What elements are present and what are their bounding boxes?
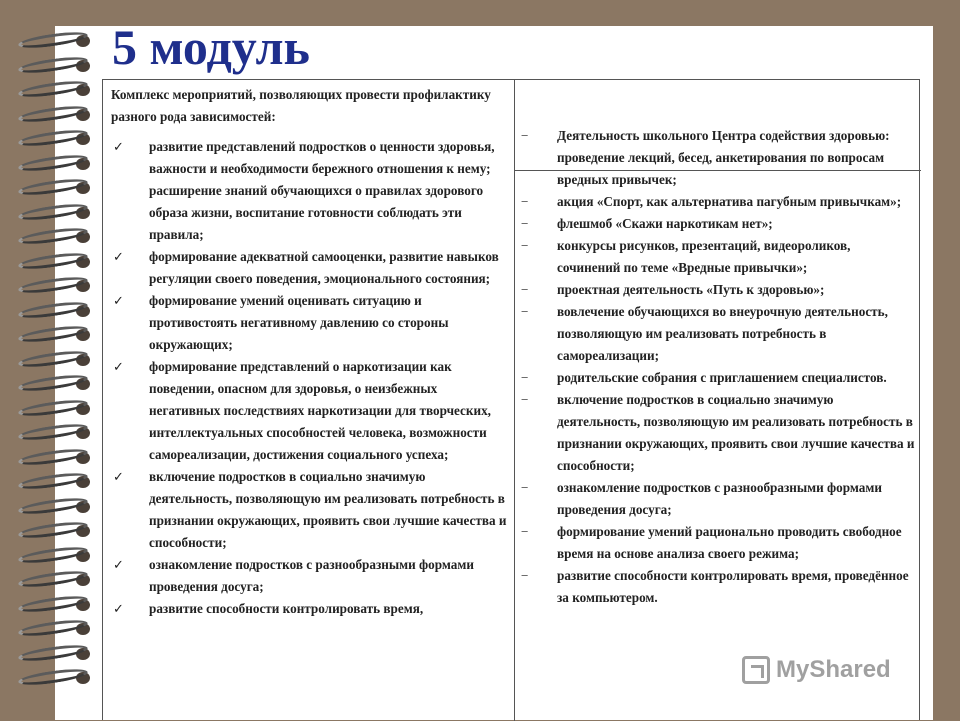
spiral-ring (18, 618, 98, 640)
myshared-watermark (742, 656, 891, 684)
checkmark-icon: ✓ (113, 359, 125, 374)
dash-icon: − (521, 568, 529, 583)
dash-icon: − (521, 128, 529, 143)
right-list-item: − формирование умений рационально проводить свободное время на основе анализа своего режима; (521, 521, 916, 565)
right-column (521, 125, 916, 609)
left-list-item: ✓ развитие представлений подростков о ценности здоровья, важности и необходимости бережного отношения к нему; расширение знаний обучающихся о правилах здорового образа жизни, воспитание готовности соблюдать эти правила; (111, 136, 509, 246)
spiral-ring (18, 104, 98, 126)
right-list-item: − ознакомление подростков с разнообразными формами проведения досуга; (521, 477, 916, 521)
right-list-item: − вовлечение обучающихся во внеурочную деятельность, позволяющую им реализовать потребность в самореализации; (521, 301, 916, 367)
spiral-ring (18, 128, 98, 150)
spiral-ring (18, 471, 98, 493)
spiral-ring (18, 373, 98, 395)
spiral-ring (18, 569, 98, 591)
checkmark-icon: ✓ (113, 557, 125, 572)
spiral-ring (18, 545, 98, 567)
slide-title: 5 модуль (112, 19, 310, 75)
spiral-ring (18, 667, 98, 689)
column-divider (514, 80, 515, 721)
spiral-ring (18, 79, 98, 101)
right-list-item: − Деятельность школьного Центра содействия здоровью: проведение лекций, бесед, анкетирования по вопросам вредных привычек; (521, 125, 916, 191)
checkmark-icon: ✓ (113, 601, 125, 616)
checkmark-icon: ✓ (113, 139, 125, 154)
spiral-ring (18, 202, 98, 224)
spiral-ring (18, 447, 98, 469)
spiral-ring (18, 251, 98, 273)
dash-icon: − (521, 480, 529, 495)
dash-icon: − (521, 304, 529, 319)
left-list-item: ✓ формирование представлений о наркотизации как поведении, опасном для здоровья, о неизбежных негативных последствиях наркотизации для творческих, интеллектуальных способностей человека, возможности самореализации, достижения социального успеха; (111, 356, 509, 466)
right-list-item: − развитие способности контролировать время, проведённое за компьютером. (521, 565, 916, 609)
right-list-item: − флешмоб «Скажи наркотикам нет»; (521, 213, 916, 235)
dash-icon: − (521, 216, 529, 231)
spiral-ring (18, 177, 98, 199)
spiral-ring (18, 226, 98, 248)
spiral-ring (18, 55, 98, 77)
spiral-ring (18, 153, 98, 175)
checkmark-icon: ✓ (113, 293, 125, 308)
left-list-item: ✓ ознакомление подростков с разнообразными формами проведения досуга; (111, 554, 509, 598)
spiral-ring (18, 398, 98, 420)
left-list (111, 136, 509, 620)
spiral-ring (18, 594, 98, 616)
left-column (111, 84, 509, 620)
spiral-ring (18, 422, 98, 444)
dash-icon: − (521, 194, 529, 209)
spiral-ring (18, 30, 98, 52)
spiral-ring (18, 520, 98, 542)
dash-icon: − (521, 282, 529, 297)
spiral-binding (0, 30, 110, 720)
spiral-ring (18, 496, 98, 518)
left-intro: Комплекс мероприятий, позволяющих провести профилактику разного рода зависимостей: (111, 87, 491, 124)
myshared-logo-icon (742, 656, 770, 684)
right-list-item: − акция «Спорт, как альтернатива пагубным привычкам»; (521, 191, 916, 213)
left-list-item: ✓ формирование адекватной самооценки, развитие навыков регуляции своего поведения, эмоционального состояния; (111, 246, 509, 290)
spiral-ring (18, 275, 98, 297)
right-list (521, 125, 916, 609)
left-list-item: ✓ формирование умений оценивать ситуацию и противостоять негативному давлению со стороны окружающих; (111, 290, 509, 356)
left-list-item: ✓ развитие способности контролировать время, (111, 598, 509, 620)
checkmark-icon: ✓ (113, 469, 125, 484)
left-list-item: ✓ включение подростков в социально значимую деятельность, позволяющую им реализовать потребность в признании окружающих, проявить свои лучшие качества и способности; (111, 466, 509, 554)
spiral-ring (18, 643, 98, 665)
dash-icon: − (521, 370, 529, 385)
right-list-item: − проектная деятельность «Путь к здоровью»; (521, 279, 916, 301)
spiral-ring (18, 349, 98, 371)
spiral-ring (18, 324, 98, 346)
dash-icon: − (521, 392, 529, 407)
spiral-ring (18, 300, 98, 322)
content-table (102, 79, 920, 720)
watermark-text: MyShared (776, 656, 891, 683)
dash-icon: − (521, 238, 529, 253)
right-list-item: − родительские собрания с приглашением специалистов. (521, 367, 916, 389)
checkmark-icon: ✓ (113, 249, 125, 264)
right-list-item: − конкурсы рисунков, презентаций, видеороликов, сочинений по теме «Вредные привычки»; (521, 235, 916, 279)
dash-icon: − (521, 524, 529, 539)
right-list-item: − включение подростков в социально значимую деятельность, позволяющую им реализовать потребность в признании окружающих, проявить свои лучшие качества и способности; (521, 389, 916, 477)
